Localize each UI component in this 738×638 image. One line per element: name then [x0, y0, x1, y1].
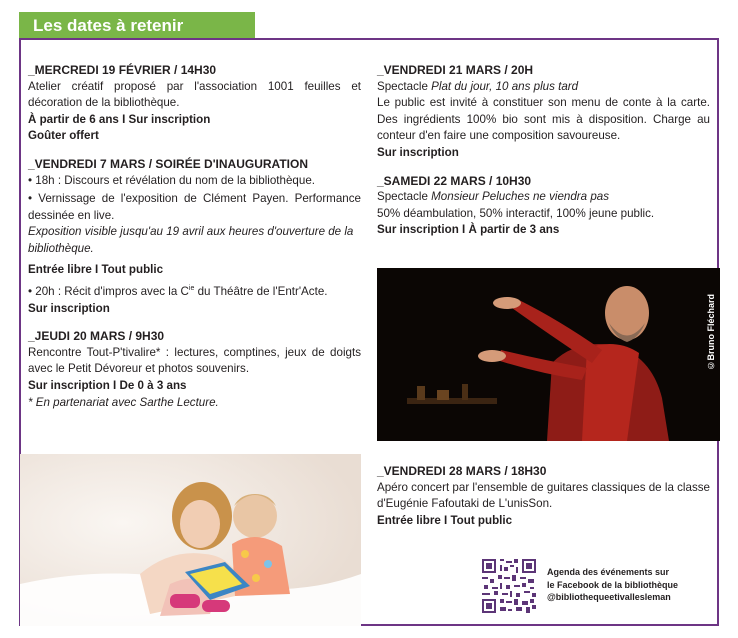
- event-title: _VENDREDI 21 MARS / 20H: [377, 63, 534, 77]
- event-extra: Goûter offert: [28, 129, 99, 143]
- show-kind: Spectacle: [377, 79, 432, 93]
- event-block-mar7: [28, 156, 361, 317]
- event-description: Apéro concert par l'ensemble de guitares classiques de la classe d'Eugénie Fafoutaki de L'unisSon.: [377, 480, 710, 511]
- bullet-superscript: ie: [188, 285, 195, 293]
- event-title: _MERCREDI 19 FÉVRIER / 14H30: [28, 63, 217, 77]
- event-signup: Sur inscription: [28, 301, 110, 315]
- photo-reading-illustration: [20, 454, 361, 626]
- show-name: Plat du jour, 10 ans plus tard: [431, 79, 579, 93]
- agenda-line: le Facebook de la bibliothèque: [547, 579, 679, 590]
- event-description: Rencontre Tout-P'tivalire* : lectures, comptines, jeux de doigts avec le Petit Dévoreur et photos souvenirs.: [28, 345, 361, 376]
- qr-code-icon: [480, 557, 538, 615]
- event-block-mar20: [28, 328, 361, 411]
- show-kind: Spectacle: [377, 190, 432, 204]
- event-conditions: Sur inscription I À partir de 3 ans: [377, 223, 560, 237]
- event-block-mar21: [377, 62, 710, 162]
- bullet-text-end: du Théâtre de l'Entr'Acte.: [194, 284, 328, 298]
- photo-spectacle-actor: [377, 268, 720, 441]
- event-bullet: • Vernissage de l'exposition de Clément Payen. Performance dessinée en live.: [28, 192, 361, 222]
- event-bullet: • 18h : Discours et révélation du nom de la bibliothèque.: [28, 173, 315, 187]
- right-column: [377, 62, 710, 250]
- qr-code[interactable]: [480, 557, 538, 615]
- photo-credit: ©Bruno Fléchard: [706, 294, 716, 371]
- event-description: Le public est invité à constituer son menu de conte à la carte. Des ingrédients 100% bio sont mis à disposition. Charge au conteur d'en faire une composition savoureuse.: [377, 96, 710, 143]
- event-title: _JEUDI 20 MARS / 9H30: [28, 329, 165, 344]
- event-show: [377, 79, 710, 96]
- agenda-info: [547, 566, 717, 604]
- left-column: [28, 62, 361, 422]
- event-block-mar28: [377, 463, 710, 529]
- event-description: Atelier créatif proposé par l'association 1001 feuilles et décoration de la bibliothèque.: [28, 79, 361, 110]
- event-show: [377, 189, 710, 206]
- event-block-feb19: [28, 62, 361, 145]
- event-title: _VENDREDI 7 MARS / SOIRÉE D'INAUGURATION: [28, 156, 308, 171]
- event-entry: Entrée libre I Tout public: [28, 262, 164, 276]
- agenda-facebook-handle[interactable]: @bibliothequeetivallesleman: [547, 592, 671, 602]
- right-column-lower: [377, 463, 710, 540]
- section-title: Les dates à retenir: [33, 16, 184, 35]
- event-title: _SAMEDI 22 MARS / 10H30: [377, 173, 532, 188]
- event-block-mar22: [377, 173, 710, 239]
- event-conditions: Sur inscription I De 0 à 3 ans: [28, 378, 187, 392]
- event-conditions: Sur inscription: [377, 145, 459, 159]
- event-note: * En partenariat avec Sarthe Lecture.: [28, 395, 219, 409]
- event-bullet: [28, 281, 361, 300]
- event-description: 50% déambulation, 50% interactif, 100% jeune public.: [377, 206, 655, 220]
- event-title: _VENDREDI 28 MARS / 18H30: [377, 464, 547, 478]
- event-conditions: Entrée libre I Tout public: [377, 513, 513, 527]
- section-header-tab: [19, 12, 255, 40]
- photo-reading-mother-child: [20, 454, 361, 626]
- photo-actor-illustration: [377, 268, 720, 441]
- event-conditions: À partir de 6 ans I Sur inscription: [28, 112, 211, 126]
- show-name: Monsieur Peluches ne viendra pas: [431, 190, 610, 204]
- event-note: Exposition visible jusqu'au 19 avril aux heures d'ouverture de la bibliothèque.: [28, 225, 354, 255]
- agenda-line: Agenda des événements sur: [547, 567, 670, 577]
- bullet-text: • 20h : Récit d'impros avec la C: [28, 284, 189, 298]
